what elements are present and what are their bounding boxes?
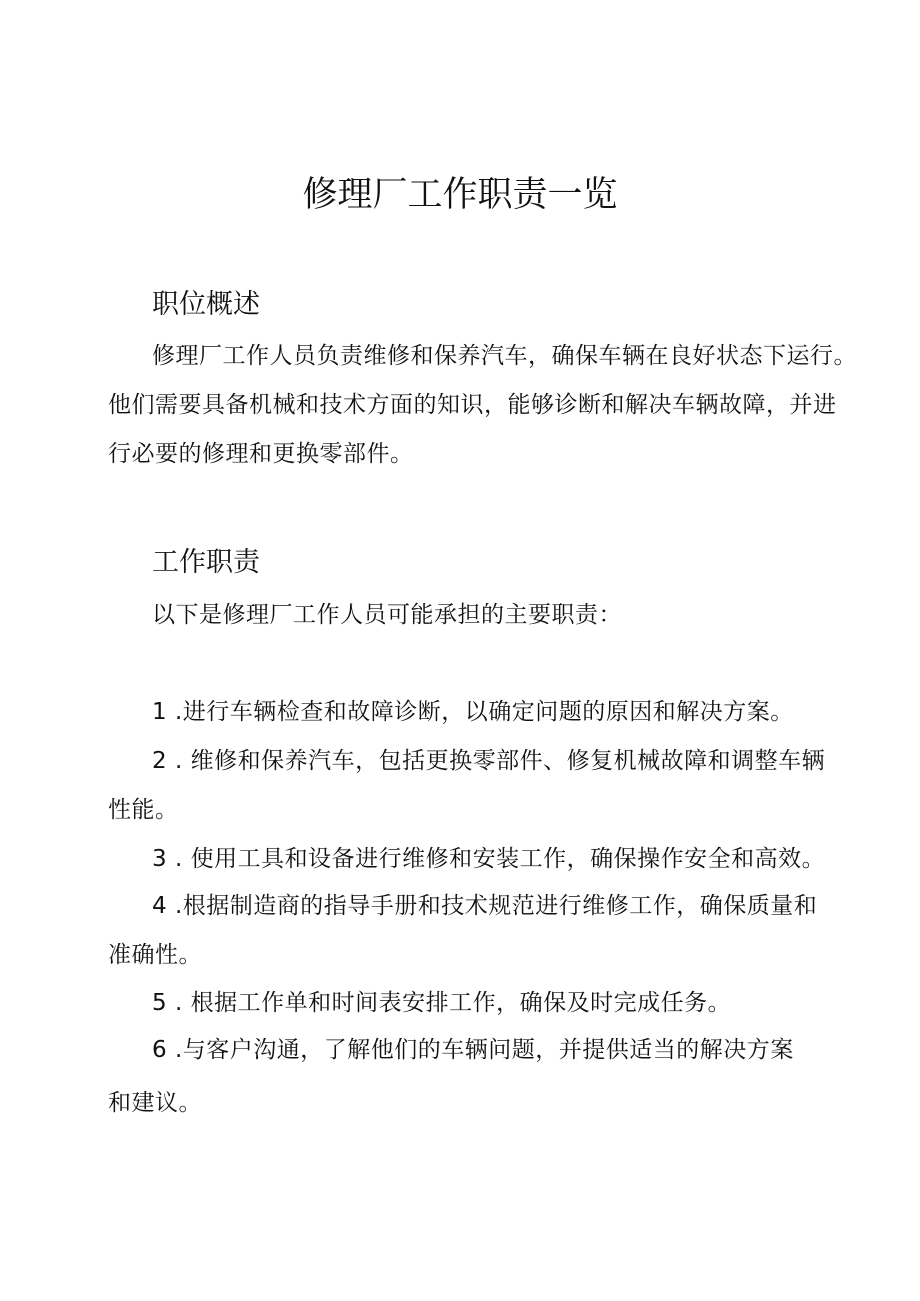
- duties-intro: 以下是修理厂工作人员可能承担的主要职责：: [152, 602, 622, 628]
- overview-paragraph-line-2: 他们需要具备机械和技术方面的知识，能够诊断和解决车辆故障，并进: [108, 392, 837, 418]
- duty-item-2-continuation: 性能。: [108, 797, 179, 823]
- section-heading-overview: 职位概述: [152, 289, 260, 320]
- duty-item-6: 6 .与客户沟通，了解他们的车辆问题，并提供适当的解决方案: [152, 1037, 794, 1063]
- duty-item-3: 3 . 使用工具和设备进行维修和安装工作，确保操作安全和高效。: [152, 846, 826, 872]
- duty-item-2: 2 . 维修和保养汽车，包括更换零部件、修复机械故障和调整车辆: [152, 748, 826, 774]
- document-title: 修理厂工作职责一览: [302, 175, 618, 215]
- overview-paragraph-line-1: 修理厂工作人员负责维修和保养汽车，确保车辆在良好状态下运行。: [152, 343, 857, 369]
- duty-item-4: 4 .根据制造商的指导手册和技术规范进行维修工作，确保质量和: [152, 893, 818, 919]
- overview-paragraph-line-3: 行必要的修理和更换零部件。: [108, 441, 414, 467]
- duty-item-5: 5 . 根据工作单和时间表安排工作，确保及时完成任务。: [152, 990, 732, 1016]
- duty-item-6-continuation: 和建议。: [108, 1090, 202, 1116]
- duty-item-4-continuation: 准确性。: [108, 942, 202, 968]
- duty-item-1: 1 .进行车辆检查和故障诊断，以确定问题的原因和解决方案。: [152, 699, 794, 725]
- section-heading-duties: 工作职责: [152, 547, 260, 578]
